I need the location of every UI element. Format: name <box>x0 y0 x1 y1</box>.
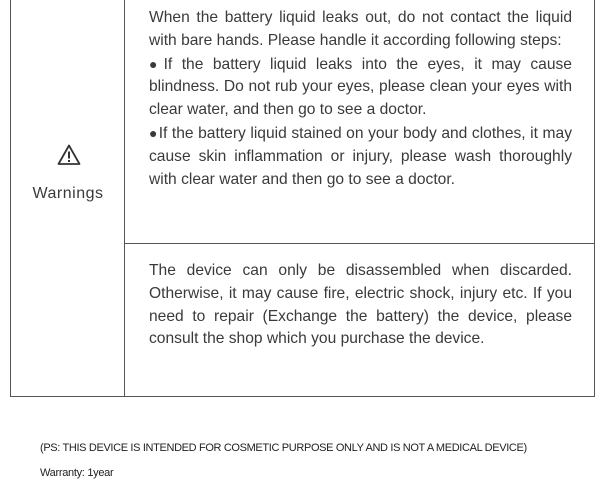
skin-bullet-text: If the battery liquid stained on your body and clothes, it may cause skin inflammation or injury, please wash thoroughly with clear water and then go to see a doctor. <box>149 124 572 188</box>
warnings-label: Warnings <box>32 185 104 202</box>
warranty-text: Warranty: 1year <box>40 467 114 479</box>
warnings-table <box>10 0 595 397</box>
battery-leak-intro: When the battery liquid leaks out, do not contact the liquid with bare hands. Please handle it according following steps: <box>149 9 572 49</box>
skin-bullet <box>149 122 572 191</box>
eyes-bullet-text: If the battery liquid leaks into the eyes, it may cause blindness. Do not rub your eyes, please clean your eyes with clear water, and then go to see a doctor. <box>149 55 572 119</box>
ps-note: (PS: THIS DEVICE IS INTENDED FOR COSMETIC PURPOSE ONLY AND IS NOT A MEDICAL DEVICE) <box>40 442 527 454</box>
warnings-label-cell <box>11 0 125 396</box>
disassembly-text: The device can only be disassembled when discarded. Otherwise, it may cause fire, electric shock, injury etc. If you need to repair (Exchange the battery) the device, please consult the shop which you purchase the device. <box>149 262 572 348</box>
disassembly-warning <box>125 244 594 396</box>
warning-triangle-icon <box>57 143 81 167</box>
eyes-bullet <box>149 53 572 122</box>
battery-leak-instructions <box>125 0 594 244</box>
